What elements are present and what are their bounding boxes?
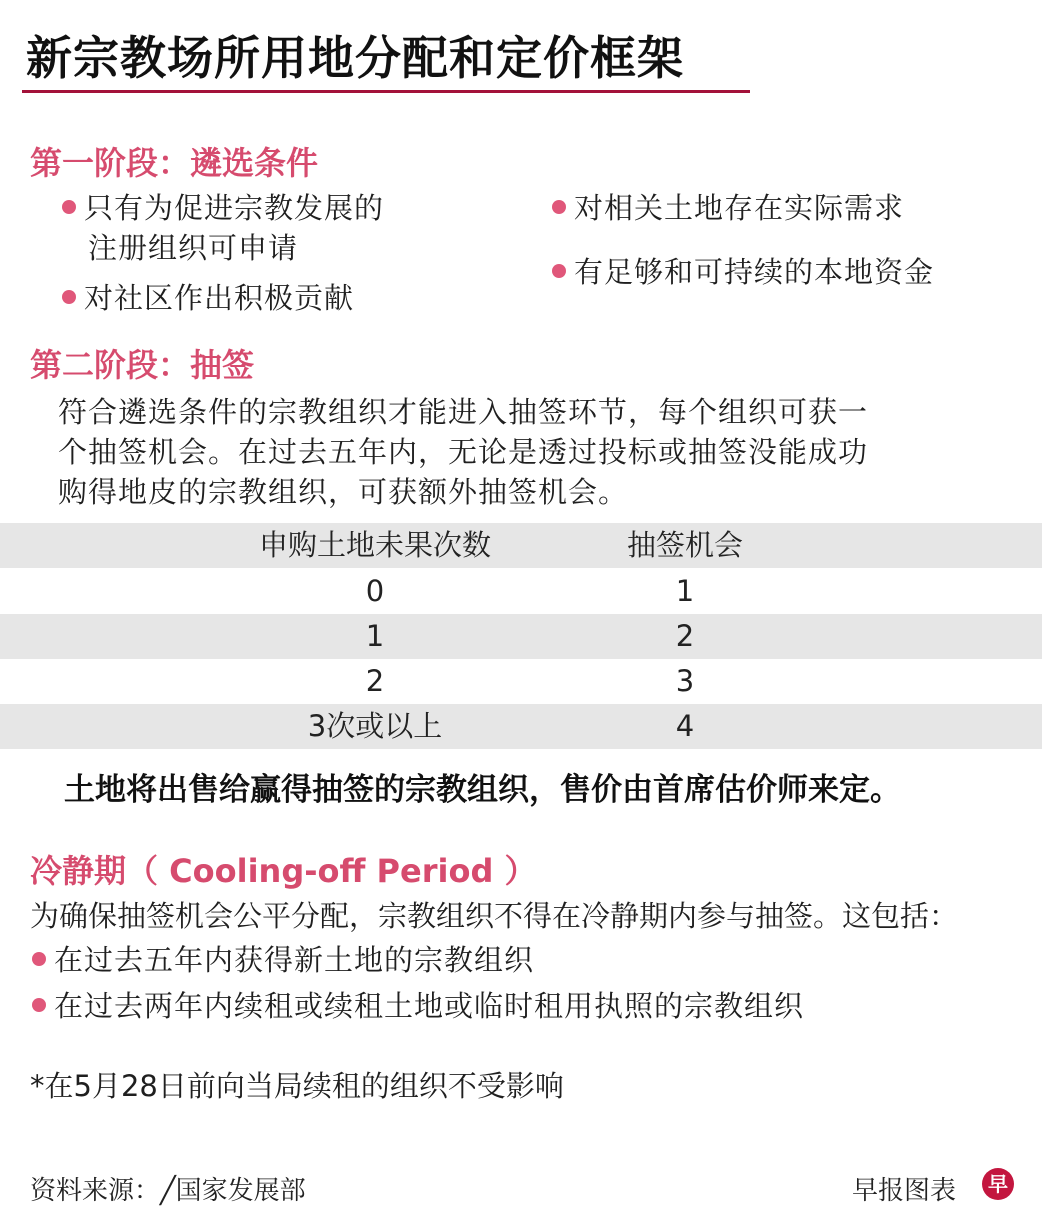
stage1-heading: 第一阶段：遴选条件: [30, 144, 319, 182]
table-cell: 2: [365, 664, 385, 698]
stage1-bullet-2: 对社区作出积极贡献: [62, 276, 354, 317]
source-credit: 资料来源：╱国家发展部: [30, 1176, 306, 1206]
conclusion-text: 土地将出售给赢得抽签的宗教组织，售价由首席估价师来定。: [64, 772, 901, 808]
page-title: 新宗教场所用地分配和定价框架: [26, 31, 684, 85]
stage2-paragraph-line-3: 购得地皮的宗教组织，可获额外抽签机会。: [58, 475, 629, 509]
table-header-row: [0, 523, 1042, 568]
stage2-paragraph-line-1: 符合遴选条件的宗教组织才能进入抽签环节，每个组织可获一: [58, 395, 869, 429]
table-cell: 3: [675, 664, 695, 698]
graphic-credit: 早报图表: [852, 1176, 957, 1206]
cooling-intro: 为确保抽签机会公平分配，宗教组织不得在冷静期内参与抽签。这包括：: [30, 899, 959, 933]
stage1-bullet-3: 对相关土地存在实际需求: [552, 186, 904, 227]
table-cell: 1: [675, 574, 695, 608]
title-divider: [22, 90, 750, 93]
footnote: *在5月28日前向当局续租的组织不受影响: [30, 1069, 564, 1103]
table-header: 申购土地未果次数: [258, 528, 491, 562]
bullet-dot-icon: [32, 952, 46, 966]
bullet-dot-icon: [552, 200, 566, 214]
table-cell: 2: [675, 619, 695, 653]
table-row: [0, 569, 1042, 614]
table-row: [0, 704, 1042, 749]
bullet-dot-icon: [32, 998, 46, 1012]
zaobao-logo-icon: 早: [982, 1168, 1014, 1200]
stage2-heading: 第二阶段：抽签: [30, 346, 255, 384]
table-cell: 1: [365, 619, 385, 653]
table-header: 抽签机会: [626, 528, 743, 562]
bullet-dot-icon: [62, 290, 76, 304]
stage2-paragraph-line-2: 个抽签机会。在过去五年内，无论是透过投标或抽签没能成功: [58, 435, 869, 469]
cooling-bullet-1: 在过去五年内获得新土地的宗教组织: [32, 938, 534, 979]
cooling-heading: 冷静期（ Cooling-off Period ）: [30, 852, 537, 890]
stage1-bullet-4: 有足够和可持续的本地资金: [552, 250, 934, 291]
table-cell: 3次或以上: [307, 709, 443, 743]
stage1-bullet-1-cont: 注册组织可申请: [88, 231, 299, 265]
stage1-bullet-1: 只有为促进宗教发展的: [62, 186, 384, 227]
table-cell: 4: [675, 709, 695, 743]
table-cell: 0: [365, 574, 385, 608]
cooling-bullet-2: 在过去两年内续租或续租土地或临时租用执照的宗教组织: [32, 984, 804, 1025]
table-row: [0, 614, 1042, 659]
table-row: [0, 659, 1042, 704]
bullet-dot-icon: [62, 200, 76, 214]
bullet-dot-icon: [552, 264, 566, 278]
